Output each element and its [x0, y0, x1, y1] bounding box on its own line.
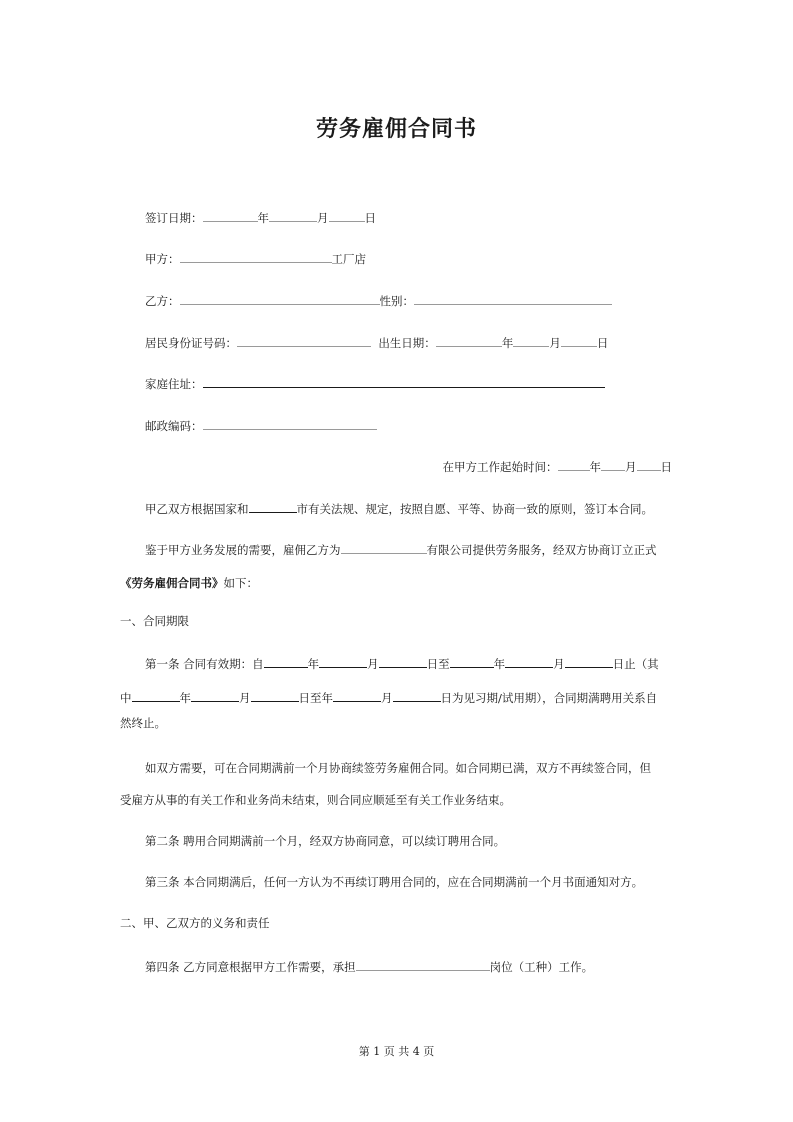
birth-month-label: 月: [549, 336, 561, 350]
postcode-label: 邮政编码：: [145, 419, 203, 433]
art1-month-label-1: 月: [367, 657, 379, 671]
para2-before: 鉴于甲方业务发展的需要，雇佣乙方为: [145, 543, 341, 557]
company-blank[interactable]: [341, 541, 427, 554]
probation-month-label: 月: [239, 691, 251, 705]
page-footer: 第 1 页 共 4 页: [358, 1045, 435, 1058]
sign-date-row: [145, 209, 376, 226]
sign-day-label: 日: [364, 211, 376, 225]
party-b-label: 乙方：: [145, 294, 180, 308]
probation-month-label-2: 月: [381, 691, 393, 705]
article-1-line-2: [120, 689, 657, 706]
article-1-line-1: [145, 655, 659, 672]
art4-after: 岗位（工种）工作。: [489, 960, 594, 974]
sign-day-blank[interactable]: [329, 209, 365, 222]
contract-name-bold: 《劳务雇佣合同书》: [120, 576, 224, 590]
art1-year-blank-1[interactable]: [264, 655, 308, 668]
party-a-row: [145, 250, 366, 267]
sign-month-label: 月: [317, 211, 329, 225]
address-label: 家庭住址：: [145, 377, 203, 391]
start-time-row: [443, 458, 673, 475]
id-label: 居民身份证号码：: [145, 336, 237, 350]
postcode-blank[interactable]: [203, 417, 377, 430]
birth-label: 出生日期：: [378, 336, 436, 350]
birth-month-blank[interactable]: [513, 334, 549, 347]
start-day-label: 日: [660, 460, 672, 474]
postcode-row: [145, 417, 377, 434]
art1-month-blank-1[interactable]: [319, 655, 367, 668]
art1-year-label-1: 年: [307, 657, 320, 671]
para1-before: 甲乙双方根据国家和: [145, 502, 249, 516]
probation-month-blank-2[interactable]: [333, 689, 381, 702]
party-a-suffix: 工厂店: [331, 252, 366, 266]
start-year-label: 年: [589, 460, 601, 474]
paragraph-1: [145, 500, 653, 517]
para2-tail: 如下：: [223, 576, 258, 590]
birth-year-label: 年: [501, 336, 514, 350]
position-blank[interactable]: [356, 958, 490, 971]
paragraph-3-line-1: 如双方需要，可在合同期满前一个月协商续签劳务雇佣合同。如合同期已满，双方不再续签合同，但: [145, 761, 651, 775]
birth-year-blank[interactable]: [436, 334, 502, 347]
paragraph-2-line-2: [120, 575, 258, 591]
start-year-blank[interactable]: [558, 458, 590, 471]
sign-date-label: 签订日期：: [145, 211, 203, 225]
art1-mid-label: 中: [120, 691, 132, 705]
art1-day-blank-1[interactable]: [379, 655, 427, 668]
start-month-blank[interactable]: [601, 458, 625, 471]
article-3: 第三条 本合同期满后，任何一方认为不再续订聘用合同的，应在合同期满前一个月书面通知对方。: [145, 875, 644, 889]
art1-day-to-label: 日至: [426, 657, 450, 671]
party-a-label: 甲方：: [145, 252, 180, 266]
art1-year-blank-2[interactable]: [450, 655, 494, 668]
document-title: 劳务雇佣合同书: [315, 116, 477, 142]
birth-day-blank[interactable]: [561, 334, 597, 347]
probation-year-label: 年: [179, 691, 191, 705]
section-2-heading: 二、甲、乙双方的义务和责任: [120, 916, 270, 930]
id-blank[interactable]: [237, 334, 371, 347]
paragraph-3-line-2: 受雇方从事的有关工作和业务尚未结束，则合同应顺延至有关工作业务结束。: [120, 793, 511, 807]
probation-day-blank[interactable]: [251, 689, 299, 702]
article-2: 第二条 聘用合同期满前一个月，经双方协商同意，可以续订聘用合同。: [145, 834, 506, 848]
probation-day-to-label: 日至年: [298, 691, 333, 705]
party-a-blank[interactable]: [180, 250, 332, 263]
para1-after: 市有关法规、规定，按照自愿、平等、协商一致的原则，签订本合同。: [296, 502, 653, 516]
probation-month-blank[interactable]: [191, 689, 239, 702]
art1-day-end-label: 日止（其: [612, 657, 659, 671]
art1-month-blank-2[interactable]: [505, 655, 553, 668]
probation-text: 日为见习期/试用期），合同期满聘用关系自: [440, 691, 658, 705]
start-day-blank[interactable]: [637, 458, 661, 471]
party-b-blank[interactable]: [180, 292, 380, 305]
sign-year-label: 年: [257, 211, 269, 225]
address-row: [145, 375, 605, 392]
gender-blank[interactable]: [414, 292, 612, 305]
start-month-label: 月: [625, 460, 637, 474]
art1-year-label-2: 年: [493, 657, 506, 671]
start-time-label: 在甲方工作起始时间：: [442, 460, 558, 474]
para2-after: 有限公司提供劳务服务，经双方协商订立正式: [426, 543, 657, 557]
probation-day-blank-2[interactable]: [393, 689, 441, 702]
gender-label: 性别：: [379, 294, 414, 308]
article-4: [145, 958, 593, 975]
art1-month-label-2: 月: [553, 657, 565, 671]
city-blank[interactable]: [249, 500, 297, 513]
address-blank[interactable]: [203, 375, 605, 388]
art1-label: 第一条 合同有效期：自: [145, 657, 264, 671]
id-row: [145, 334, 608, 351]
article-1-line-3: 然终止。: [120, 716, 166, 730]
paragraph-2-line-1: [145, 541, 657, 558]
sign-year-blank[interactable]: [203, 209, 258, 222]
birth-day-label: 日: [596, 336, 609, 350]
probation-year-blank[interactable]: [132, 689, 180, 702]
art4-before: 第四条 乙方同意根据甲方工作需要，承担: [145, 960, 356, 974]
sign-month-blank[interactable]: [269, 209, 317, 222]
party-b-row: [145, 292, 612, 309]
section-1-heading: 一、合同期限: [120, 614, 189, 628]
art1-day-blank-2[interactable]: [565, 655, 613, 668]
